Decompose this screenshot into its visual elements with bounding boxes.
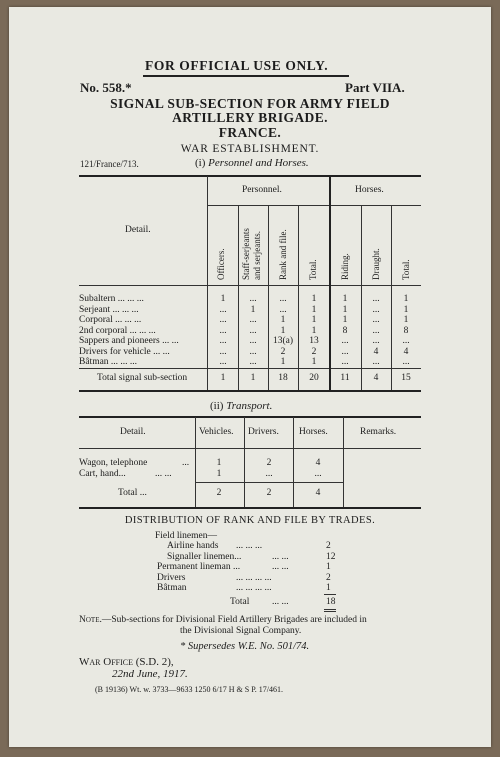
transport-total-drivers: 2	[266, 488, 272, 498]
distribution-double-rule	[324, 609, 336, 610]
trade-value: 2	[326, 572, 331, 583]
table2-vline	[244, 417, 245, 507]
cell-rank-file: ...	[279, 304, 287, 315]
cell-draught: 4	[373, 346, 379, 357]
trade-value: 12	[326, 551, 336, 562]
personnel-row-label: Sappers and pioneers ... ...	[79, 336, 179, 346]
cell-draught: ...	[372, 304, 380, 315]
section-2-number: (ii)	[210, 400, 224, 412]
note-line-1	[79, 615, 367, 625]
cell-officers: ...	[219, 315, 227, 325]
wagon-horses: 4	[315, 458, 321, 468]
col-total-personnel: Total.	[308, 259, 318, 280]
table2-header-rule	[79, 448, 421, 449]
distribution-sum-rule	[324, 594, 336, 595]
transport-total-vehicles: 2	[216, 488, 222, 498]
col-and-serjeants: and serjeants.	[252, 231, 262, 280]
cell-draught: ...	[372, 325, 380, 336]
section-2-title: Transport.	[226, 400, 273, 412]
cell-draught: ...	[372, 357, 380, 367]
date-line: 22nd June, 1917.	[112, 668, 188, 680]
trade-dots: ... ... ... ...	[236, 583, 272, 593]
title-line-3: FRANCE.	[218, 125, 282, 140]
cell-rank-file: 13(a)	[272, 336, 294, 346]
print-reference: (B 19136) Wt. w. 3733—9633 1250 6/17 H & S P. 17/461.	[95, 685, 284, 694]
cart-vehicles: 1	[216, 469, 222, 479]
cell-total-personnel: 1	[311, 315, 317, 325]
cell-officers: 1	[220, 294, 226, 304]
cell-officers: ...	[219, 336, 227, 346]
table2-total-rule	[195, 482, 343, 483]
trade-label: Signaller linemen...	[167, 551, 242, 562]
table1-top-rule	[79, 175, 421, 177]
section-1-heading	[195, 157, 309, 169]
total-rank-file: 18	[278, 373, 288, 383]
official-use-heading: FOR OFFICIAL USE ONLY.	[145, 58, 329, 73]
cell-serjeants: ...	[249, 357, 257, 367]
table1-group-rule	[207, 205, 421, 206]
cell-serjeants: ...	[249, 336, 257, 346]
note-label: Note.	[79, 615, 102, 625]
cell-total-horses: 8	[403, 325, 409, 336]
distribution-total-label: Total	[230, 597, 250, 607]
cell-riding: ...	[341, 336, 349, 346]
col-officers: Officers.	[216, 248, 226, 280]
cell-riding: ...	[341, 346, 349, 357]
document-number: No. 558.*	[80, 80, 132, 95]
document-part: Part VIIA.	[345, 80, 405, 95]
personnel-row-label: Serjeant ... ... ...	[79, 304, 139, 315]
transport-row-label: Wagon, telephone	[79, 458, 148, 468]
cell-total-horses: ...	[402, 336, 410, 346]
distribution-total-dots: ... ...	[272, 597, 289, 607]
cell-draught: ...	[372, 294, 380, 304]
table2-vline	[195, 417, 196, 507]
trade-dots: ... ... ... ...	[236, 572, 272, 583]
cart-horses: ...	[314, 469, 322, 479]
trade-dots: ... ...	[272, 562, 289, 572]
personnel-row-label: Drivers for vehicle ... ...	[79, 346, 170, 357]
transport-row-dots: ...	[182, 458, 190, 468]
table1-detail-header: Detail.	[125, 225, 151, 235]
table2-remarks-header: Remarks.	[360, 427, 397, 437]
cell-officers: ...	[219, 346, 227, 357]
cell-serjeants: ...	[249, 294, 257, 304]
total-draught: 4	[373, 373, 379, 383]
transport-total-label: Total ...	[118, 488, 147, 498]
cell-serjeants: 1	[250, 304, 256, 315]
table2-vline	[293, 417, 294, 507]
trade-value: 2	[326, 541, 331, 551]
cell-total-horses: 1	[403, 315, 409, 325]
distribution-title: DISTRIBUTION OF RANK AND FILE BY TRADES.	[124, 515, 376, 526]
cell-rank-file: 1	[280, 315, 286, 325]
section-1-title: Personnel and Horses.	[208, 157, 309, 169]
cell-total-horses: 4	[403, 346, 409, 357]
cell-draught: ...	[372, 315, 380, 325]
cell-serjeants: ...	[249, 346, 257, 357]
cell-total-personnel: 1	[311, 357, 317, 367]
personnel-row-label: Bâtman ... ... ...	[79, 357, 138, 367]
table1-bottom-rule	[79, 390, 421, 392]
distribution-total-value: 18	[326, 597, 336, 607]
horses-group-header: Horses.	[355, 185, 384, 195]
col-rank-and-file: Rank and file.	[278, 229, 288, 280]
cell-riding: 1	[342, 294, 348, 304]
reference-number: 121/France/713.	[80, 159, 139, 169]
cell-total-personnel: 2	[311, 346, 317, 357]
cell-riding: 1	[342, 315, 348, 325]
title-line-1: SIGNAL SUB-SECTION FOR ARMY FIELD	[110, 96, 390, 111]
transport-total-horses: 4	[315, 488, 321, 498]
note-text-2: the Divisional Signal Company.	[180, 626, 302, 636]
transport-row-dots: ... ...	[155, 469, 172, 479]
transport-row-label: Cart, hand...	[79, 469, 126, 479]
personnel-row-label: Subaltern ... ... ...	[79, 294, 144, 304]
total-serjeants: 1	[250, 373, 256, 383]
cell-draught: ...	[372, 336, 380, 346]
trade-dots: ... ... ...	[236, 541, 263, 551]
total-personnel: 20	[309, 373, 319, 383]
col-staff-serjeants: Staff-serjeants	[241, 228, 251, 280]
official-underline	[143, 75, 349, 77]
cart-drivers: ...	[265, 469, 273, 479]
col-total-horses: Total.	[401, 259, 411, 280]
section-1-number: (i)	[195, 157, 206, 169]
cell-riding: 8	[342, 325, 348, 336]
personnel-row-label: 2nd corporal ... ... ...	[79, 325, 156, 336]
col-riding: Riding.	[340, 253, 350, 280]
table2-drivers-header: Drivers.	[248, 427, 279, 437]
table1-total-rule	[79, 368, 421, 369]
cell-total-personnel: 1	[311, 304, 317, 315]
trade-label: Airline hands	[167, 541, 219, 551]
section-2-heading	[210, 400, 272, 412]
table2-bottom-rule	[79, 507, 421, 509]
cell-total-personnel: 1	[311, 325, 317, 336]
trade-dots: ... ...	[272, 551, 289, 562]
total-horses: 15	[401, 373, 411, 383]
total-signal-label: Total signal sub-section	[97, 373, 188, 383]
trade-value: 1	[326, 583, 331, 593]
col-draught: Draught.	[371, 248, 381, 280]
title-line-2: ARTILLERY BRIGADE.	[172, 110, 328, 125]
total-riding: 11	[340, 373, 350, 383]
cell-rank-file: 1	[280, 325, 286, 336]
distribution-heading: Field linemen—	[155, 531, 218, 541]
cell-officers: ...	[219, 357, 227, 367]
subtitle: WAR ESTABLISHMENT.	[180, 143, 320, 155]
cell-total-personnel: 13	[309, 336, 319, 346]
trade-label: Bâtman	[157, 583, 187, 593]
cell-serjeants: ...	[249, 325, 257, 336]
cell-riding: ...	[341, 357, 349, 367]
table1-header-rule	[79, 285, 421, 286]
personnel-row-label: Corporal ... ... ...	[79, 315, 142, 325]
table2-horses-header: Horses.	[299, 427, 328, 437]
trade-value: 1	[326, 562, 331, 572]
supersedes-note: * Supersedes W.E. No. 501/74.	[180, 641, 310, 652]
cell-total-horses: 1	[403, 294, 409, 304]
cell-serjeants: ...	[249, 315, 257, 325]
trade-label: Permanent lineman ...	[157, 562, 241, 572]
cell-rank-file: ...	[279, 294, 287, 304]
table2-top-rule	[79, 416, 421, 418]
wagon-drivers: 2	[266, 458, 272, 468]
cell-officers: ...	[219, 304, 227, 315]
cell-total-horses: 1	[403, 304, 409, 315]
table2-vline	[343, 417, 344, 507]
cell-officers: ...	[219, 325, 227, 336]
note-text-1: —Sub-sections for Divisional Field Artillery Brigades are included in	[101, 615, 367, 625]
trade-label: Drivers	[157, 572, 186, 583]
table2-vehicles-header: Vehicles.	[199, 427, 234, 437]
cell-rank-file: 2	[280, 346, 286, 357]
cell-rank-file: 1	[280, 357, 286, 367]
cell-riding: 1	[342, 304, 348, 315]
cell-total-horses: ...	[402, 357, 410, 367]
total-officers: 1	[220, 373, 226, 383]
distribution-double-rule	[324, 611, 336, 612]
personnel-group-header: Personnel.	[242, 185, 282, 195]
table2-detail-header: Detail.	[120, 427, 146, 437]
wagon-vehicles: 1	[216, 458, 222, 468]
cell-total-personnel: 1	[311, 294, 317, 304]
war-office-line: War Office (S.D. 2),	[79, 656, 174, 668]
